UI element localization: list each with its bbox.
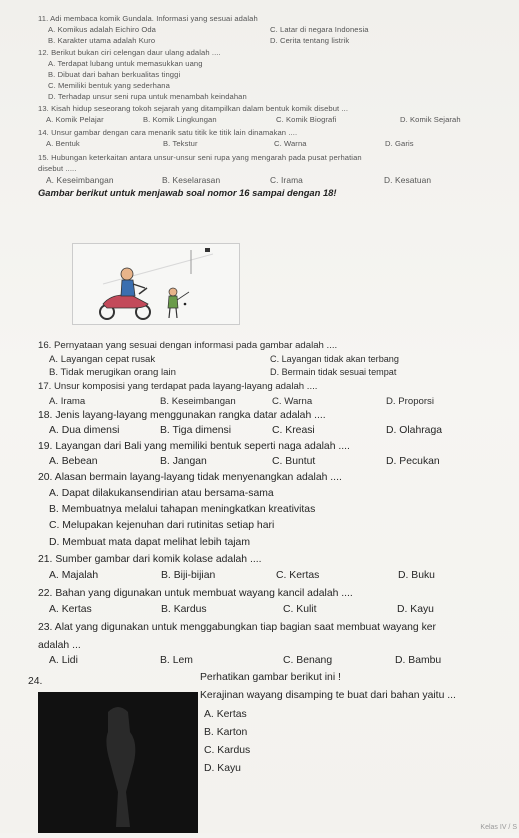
q14-option-c: C. Warna: [274, 139, 307, 148]
q11-option-a: A. Komikus adalah Eichiro Oda: [48, 25, 156, 34]
q13-option-a: A. Komik Pelajar: [46, 115, 104, 124]
question-12: 12. Berikut bukan ciri celengan daur ulang adalah ....: [38, 48, 221, 57]
q17-option-d: D. Proporsi: [386, 396, 434, 407]
question-15: 15. Hubungan keterkaitan antara unsur-unsur seni rupa yang mengarah pada pusat perhatian: [38, 153, 362, 162]
q15-option-d: D. Kesatuan: [384, 175, 432, 185]
scooter-boy-drawing: [73, 244, 239, 324]
q14-option-a: A. Bentuk: [46, 139, 80, 148]
q22-option-c: C. Kulit: [283, 604, 317, 615]
question-23: 23. Alat yang digunakan untuk menggabungkan tiap bagian saat membuat wayang ker: [38, 622, 437, 633]
q11-option-d: D. Cerita tentang listrik: [270, 36, 350, 45]
q19-option-d: D. Pecukan: [386, 456, 440, 467]
q14-option-d: D. Garis: [385, 139, 414, 148]
q17-option-b: B. Keseimbangan: [160, 396, 236, 407]
q16-option-d: D. Bermain tidak sesuai tempat: [270, 367, 397, 377]
q12-option-d: D. Terhadap unsur seni rupa untuk menambah keindahan: [48, 92, 247, 101]
question-11: 11. Adi membaca komik Gundala. Informasi yang sesuai adalah: [38, 14, 258, 23]
q12-option-b: B. Dibuat dari bahan berkualitas tinggi: [48, 70, 181, 79]
q12-option-c: C. Memiliki bentuk yang sederhana: [48, 81, 170, 90]
question-21: 21. Sumber gambar dari komik kolase adalah ....: [38, 554, 262, 565]
q17-option-c: C. Warna: [272, 396, 313, 407]
q19-option-b: B. Jangan: [160, 456, 207, 467]
q21-option-b: B. Biji-bijian: [161, 570, 216, 581]
q16-option-c: C. Layangan tidak akan terbang: [270, 354, 399, 364]
q23-option-a: A. Lidi: [49, 655, 78, 666]
q13-option-b: B. Komik Lingkungan: [143, 115, 217, 124]
q23-option-b: B. Lem: [160, 655, 193, 666]
question-14: 14. Unsur gambar dengan cara menarik satu titik ke titik lain dinamakan ....: [38, 128, 298, 137]
page-footer: Kelas IV / S: [480, 824, 517, 831]
q21-option-a: A. Majalah: [49, 570, 99, 581]
q20-option-a: A. Dapat dilakukansendirian atau bersama-sama: [49, 488, 274, 499]
q16-option-a: A. Layangan cepat rusak: [49, 354, 156, 365]
q23-option-d: D. Bambu: [395, 655, 442, 666]
wayang-silhouette: [38, 692, 198, 833]
q15-option-b: B. Keselarasan: [162, 175, 221, 185]
kite-play-illustration: [72, 243, 240, 325]
q17-option-a: A. Irama: [49, 396, 86, 407]
q18-option-a: A. Dua dimensi: [49, 425, 120, 436]
q24-option-d: D. Kayu: [204, 763, 241, 774]
q18-option-d: D. Olahraga: [386, 425, 443, 436]
q12-option-a: A. Terdapat lubang untuk memasukkan uang: [48, 59, 203, 68]
question-24-number: 24.: [28, 676, 43, 687]
question-23-cont: adalah ...: [38, 640, 81, 651]
question-20: 20. Alasan bermain layang-layang tidak menyenangkan adalah ....: [38, 472, 342, 483]
q18-option-b: B. Tiga dimensi: [160, 425, 232, 436]
q22-option-d: D. Kayu: [397, 604, 434, 615]
q23-option-c: C. Benang: [283, 655, 333, 666]
wayang-photo: [38, 692, 198, 833]
q13-option-d: D. Komik Sejarah: [400, 115, 461, 124]
question-24-cont: Kerajinan wayang disamping te buat dari bahan yaitu ...: [200, 690, 456, 701]
q20-option-c: C. Melupakan kejenuhan dari rutinitas setiap hari: [49, 520, 275, 531]
q11-option-c: C. Latar di negara Indonesia: [270, 25, 369, 34]
question-16: 16. Pernyataan yang sesuai dengan informasi pada gambar adalah ....: [38, 340, 338, 351]
q24-option-a: A. Kertas: [204, 709, 247, 720]
question-18: 18. Jenis layang-layang menggunakan rangka datar adalah ....: [38, 410, 326, 421]
question-24: Perhatikan gambar berikut ini !: [200, 672, 341, 683]
q15-option-c: C. Irama: [270, 175, 303, 185]
question-17: 17. Unsur komposisi yang terdapat pada layang-layang adalah ....: [38, 381, 318, 392]
q13-option-c: C. Komik Biografi: [276, 115, 337, 124]
q21-option-c: C. Kertas: [276, 570, 320, 581]
q20-option-b: B. Membuatnya melalui tahapan meningkatkan kreativitas: [49, 504, 316, 515]
q22-option-a: A. Kertas: [49, 604, 92, 615]
question-19: 19. Layangan dari Bali yang memiliki bentuk seperti naga adalah ....: [38, 441, 350, 452]
question-22: 22. Bahan yang digunakan untuk membuat wayang kancil adalah ....: [38, 588, 353, 599]
q14-option-b: B. Tekstur: [163, 139, 198, 148]
q24-option-b: B. Karton: [204, 727, 248, 738]
question-15-cont: disebut .....: [38, 164, 77, 173]
instruction-heading: Gambar berikut untuk menjawab soal nomor 16 sampai dengan 18!: [38, 187, 337, 198]
q20-option-d: D. Membuat mata dapat melihat lebih tajam: [49, 537, 250, 548]
q21-option-d: D. Buku: [398, 570, 435, 581]
q16-option-b: B. Tidak merugikan orang lain: [49, 367, 176, 378]
q22-option-b: B. Kardus: [161, 604, 207, 615]
q19-option-a: A. Bebean: [49, 456, 98, 467]
question-13: 13. Kisah hidup seseorang tokoh sejarah yang ditampilkan dalam bentuk komik disebut ...: [38, 104, 349, 113]
q11-option-b: B. Karakter utama adalah Kuro: [48, 36, 156, 45]
q15-option-a: A. Keseimbangan: [46, 175, 114, 185]
q18-option-c: C. Kreasi: [272, 425, 315, 436]
q24-option-c: C. Kardus: [204, 745, 251, 756]
q19-option-c: C. Buntut: [272, 456, 316, 467]
